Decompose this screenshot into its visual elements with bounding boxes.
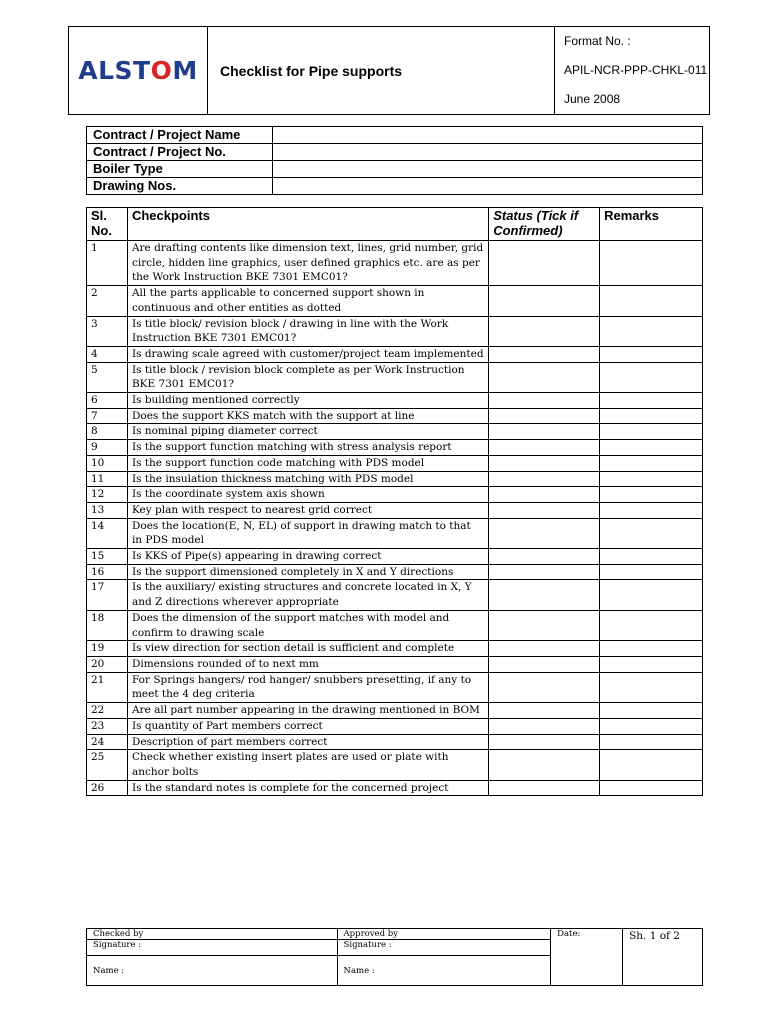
- project-info-row: [87, 161, 703, 178]
- boiler-type-label: Boiler Type: [87, 161, 273, 178]
- row-number: 7: [87, 408, 128, 424]
- checkpoints-header: Checkpoints: [127, 208, 488, 241]
- approved-by-label: Approved by: [337, 929, 551, 940]
- status-cell[interactable]: [489, 316, 600, 346]
- remarks-cell[interactable]: [600, 549, 703, 565]
- checkpoint-text: Is the insulation thickness matching with PDS model: [127, 471, 488, 487]
- approved-name-field[interactable]: Name :: [337, 956, 551, 986]
- status-cell[interactable]: [489, 393, 600, 409]
- checkpoint-text: Is title block/ revision block / drawing in line with the Work Instruction BKE 7301 EMC01?: [127, 316, 488, 346]
- logo-cell: [69, 27, 208, 115]
- checkpoint-text: Is title block / revision block complete as per Work Instruction BKE 7301 EMC01?: [127, 362, 488, 392]
- checklist-row: [87, 440, 703, 456]
- status-cell[interactable]: [489, 718, 600, 734]
- row-number: 5: [87, 362, 128, 392]
- status-cell[interactable]: [489, 549, 600, 565]
- row-number: 16: [87, 564, 128, 580]
- format-number: APIL-NCR-PPP-CHKL-011: [564, 63, 708, 77]
- checkpoint-text: Are drafting contents like dimension text, lines, grid number, grid circle, hidden line graphics, user defined graphics etc. are as per the Work Instruction BKE 7301 EMC01?: [127, 241, 488, 286]
- remarks-cell[interactable]: [600, 408, 703, 424]
- row-number: 14: [87, 518, 128, 548]
- checklist-row: [87, 408, 703, 424]
- status-cell[interactable]: [489, 502, 600, 518]
- row-number: 17: [87, 580, 128, 610]
- checklist-row: [87, 316, 703, 346]
- checkpoint-text: For Springs hangers/ rod hanger/ snubbers presetting, if any to meet the 4 deg criteria: [127, 672, 488, 702]
- row-number: 2: [87, 286, 128, 316]
- row-number: 19: [87, 641, 128, 657]
- status-cell[interactable]: [489, 346, 600, 362]
- remarks-cell[interactable]: [600, 610, 703, 640]
- status-cell[interactable]: [489, 408, 600, 424]
- status-cell[interactable]: [489, 440, 600, 456]
- checklist-row: [87, 455, 703, 471]
- format-label: Format No. :: [564, 34, 631, 48]
- checklist-row: [87, 502, 703, 518]
- checkpoint-text: Is KKS of Pipe(s) appearing in drawing correct: [127, 549, 488, 565]
- checkpoint-text: Is drawing scale agreed with customer/project team implemented: [127, 346, 488, 362]
- checkpoint-text: Key plan with respect to nearest grid correct: [127, 502, 488, 518]
- row-number: 12: [87, 487, 128, 503]
- date-field[interactable]: [551, 929, 623, 986]
- checked-name-field[interactable]: Name :: [87, 956, 338, 986]
- status-cell[interactable]: [489, 703, 600, 719]
- row-number: 23: [87, 718, 128, 734]
- checklist-row: [87, 564, 703, 580]
- document-header: [68, 26, 710, 115]
- remarks-header: Remarks: [600, 208, 703, 241]
- checklist-row: [87, 549, 703, 565]
- checklist-row: [87, 780, 703, 796]
- approved-signature-field[interactable]: Signature :: [337, 940, 551, 956]
- remarks-cell[interactable]: [600, 316, 703, 346]
- checkpoint-text: Is the auxiliary/ existing structures and concrete located in X, Y and Z directions wherever appropriate: [127, 580, 488, 610]
- checklist-row: [87, 241, 703, 286]
- checklist-row: [87, 424, 703, 440]
- status-cell[interactable]: [489, 424, 600, 440]
- checkpoint-text: Check whether existing insert plates are used or plate with anchor bolts: [127, 750, 488, 780]
- format-info: [555, 27, 710, 115]
- status-cell[interactable]: [489, 471, 600, 487]
- row-number: 10: [87, 455, 128, 471]
- row-number: 24: [87, 734, 128, 750]
- checklist-row: [87, 610, 703, 640]
- remarks-cell[interactable]: [600, 362, 703, 392]
- row-number: 8: [87, 424, 128, 440]
- row-number: 26: [87, 780, 128, 796]
- row-number: 6: [87, 393, 128, 409]
- checklist-row: [87, 393, 703, 409]
- checklist-row: [87, 362, 703, 392]
- checklist-row: [87, 641, 703, 657]
- status-cell[interactable]: [489, 518, 600, 548]
- checklist-row: [87, 656, 703, 672]
- remarks-cell[interactable]: [600, 780, 703, 796]
- date-label: Date:: [557, 929, 581, 939]
- row-number: 15: [87, 549, 128, 565]
- status-cell[interactable]: [489, 564, 600, 580]
- signoff-table: [86, 928, 703, 986]
- row-number: 1: [87, 241, 128, 286]
- remarks-cell[interactable]: [600, 455, 703, 471]
- checkpoint-text: Is nominal piping diameter correct: [127, 424, 488, 440]
- status-cell[interactable]: [489, 286, 600, 316]
- checkpoint-text: Does the support KKS match with the support at line: [127, 408, 488, 424]
- remarks-cell[interactable]: [600, 471, 703, 487]
- sl-no-header: Sl. No.: [87, 208, 128, 241]
- checkpoint-text: Is quantity of Part members correct: [127, 718, 488, 734]
- alstom-logo: ALSTOM: [78, 56, 198, 85]
- checkpoint-text: All the parts applicable to concerned support shown in continuous and other entities as dotted: [127, 286, 488, 316]
- status-cell[interactable]: [489, 610, 600, 640]
- row-number: 4: [87, 346, 128, 362]
- checklist-row: [87, 471, 703, 487]
- drawing-nos-field[interactable]: [273, 178, 703, 195]
- project-info-row: [87, 178, 703, 195]
- project-name-label: Contract / Project Name: [87, 127, 273, 144]
- remarks-cell[interactable]: [600, 346, 703, 362]
- checkpoint-text: Is the support function code matching with PDS model: [127, 455, 488, 471]
- checklist-row: [87, 703, 703, 719]
- document-title: Checklist for Pipe supports: [208, 27, 555, 115]
- project-info-table: [86, 126, 703, 195]
- remarks-cell[interactable]: [600, 641, 703, 657]
- checked-by-label: Checked by: [87, 929, 338, 940]
- drawing-nos-label: Drawing Nos.: [87, 178, 273, 195]
- checkpoint-text: Is view direction for section detail is sufficient and complete: [127, 641, 488, 657]
- remarks-cell[interactable]: [600, 440, 703, 456]
- checklist-row: [87, 346, 703, 362]
- remarks-cell[interactable]: [600, 393, 703, 409]
- format-date: June 2008: [564, 92, 621, 106]
- checklist-row: [87, 672, 703, 702]
- remarks-cell[interactable]: [600, 656, 703, 672]
- project-info-row: [87, 127, 703, 144]
- row-number: 11: [87, 471, 128, 487]
- status-cell[interactable]: [489, 241, 600, 286]
- status-cell[interactable]: [489, 734, 600, 750]
- remarks-cell[interactable]: [600, 286, 703, 316]
- checked-signature-field[interactable]: Signature :: [87, 940, 338, 956]
- remarks-cell[interactable]: [600, 424, 703, 440]
- remarks-cell[interactable]: [600, 750, 703, 780]
- status-cell[interactable]: [489, 580, 600, 610]
- row-number: 22: [87, 703, 128, 719]
- remarks-cell[interactable]: [600, 672, 703, 702]
- project-no-label: Contract / Project No.: [87, 144, 273, 161]
- checklist-header-row: [87, 208, 703, 241]
- remarks-cell[interactable]: [600, 241, 703, 286]
- project-name-field[interactable]: [273, 127, 703, 144]
- row-number: 25: [87, 750, 128, 780]
- checklist-row: [87, 487, 703, 503]
- remarks-cell[interactable]: [600, 487, 703, 503]
- row-number: 13: [87, 502, 128, 518]
- checklist-row: [87, 734, 703, 750]
- checkpoint-text: Are all part number appearing in the drawing mentioned in BOM: [127, 703, 488, 719]
- remarks-cell[interactable]: [600, 502, 703, 518]
- checklist-row: [87, 518, 703, 548]
- checklist-table: [86, 207, 703, 796]
- project-no-field[interactable]: [273, 144, 703, 161]
- checkpoint-text: Is the support function matching with stress analysis report: [127, 440, 488, 456]
- checklist-row: [87, 580, 703, 610]
- status-cell[interactable]: [489, 750, 600, 780]
- remarks-cell[interactable]: [600, 518, 703, 548]
- checkpoint-text: Dimensions rounded of to next mm: [127, 656, 488, 672]
- row-number: 18: [87, 610, 128, 640]
- sheet-number: Sh. 1 of 2: [623, 929, 703, 986]
- row-number: 3: [87, 316, 128, 346]
- boiler-type-field[interactable]: [273, 161, 703, 178]
- row-number: 20: [87, 656, 128, 672]
- checkpoint-text: Is the coordinate system axis shown: [127, 487, 488, 503]
- checklist-row: [87, 286, 703, 316]
- remarks-cell[interactable]: [600, 703, 703, 719]
- checkpoint-text: Is the standard notes is complete for the concerned project: [127, 780, 488, 796]
- status-cell[interactable]: [489, 641, 600, 657]
- status-cell[interactable]: [489, 362, 600, 392]
- checkpoint-text: Is building mentioned correctly: [127, 393, 488, 409]
- status-cell[interactable]: [489, 487, 600, 503]
- status-header: Status (Tick if Confirmed): [489, 208, 600, 241]
- remarks-cell[interactable]: [600, 718, 703, 734]
- status-cell[interactable]: [489, 455, 600, 471]
- checkpoint-text: Does the dimension of the support matches with model and confirm to drawing scale: [127, 610, 488, 640]
- checkpoint-text: Does the location(E, N, EL) of support in drawing match to that in PDS model: [127, 518, 488, 548]
- checkpoint-text: Is the support dimensioned completely in X and Y directions: [127, 564, 488, 580]
- remarks-cell[interactable]: [600, 734, 703, 750]
- row-number: 9: [87, 440, 128, 456]
- remarks-cell[interactable]: [600, 564, 703, 580]
- remarks-cell[interactable]: [600, 580, 703, 610]
- checkpoint-text: Description of part members correct: [127, 734, 488, 750]
- status-cell[interactable]: [489, 780, 600, 796]
- status-cell[interactable]: [489, 672, 600, 702]
- checklist-row: [87, 718, 703, 734]
- checklist-row: [87, 750, 703, 780]
- row-number: 21: [87, 672, 128, 702]
- status-cell[interactable]: [489, 656, 600, 672]
- checklist-body: [87, 241, 703, 796]
- project-info-row: [87, 144, 703, 161]
